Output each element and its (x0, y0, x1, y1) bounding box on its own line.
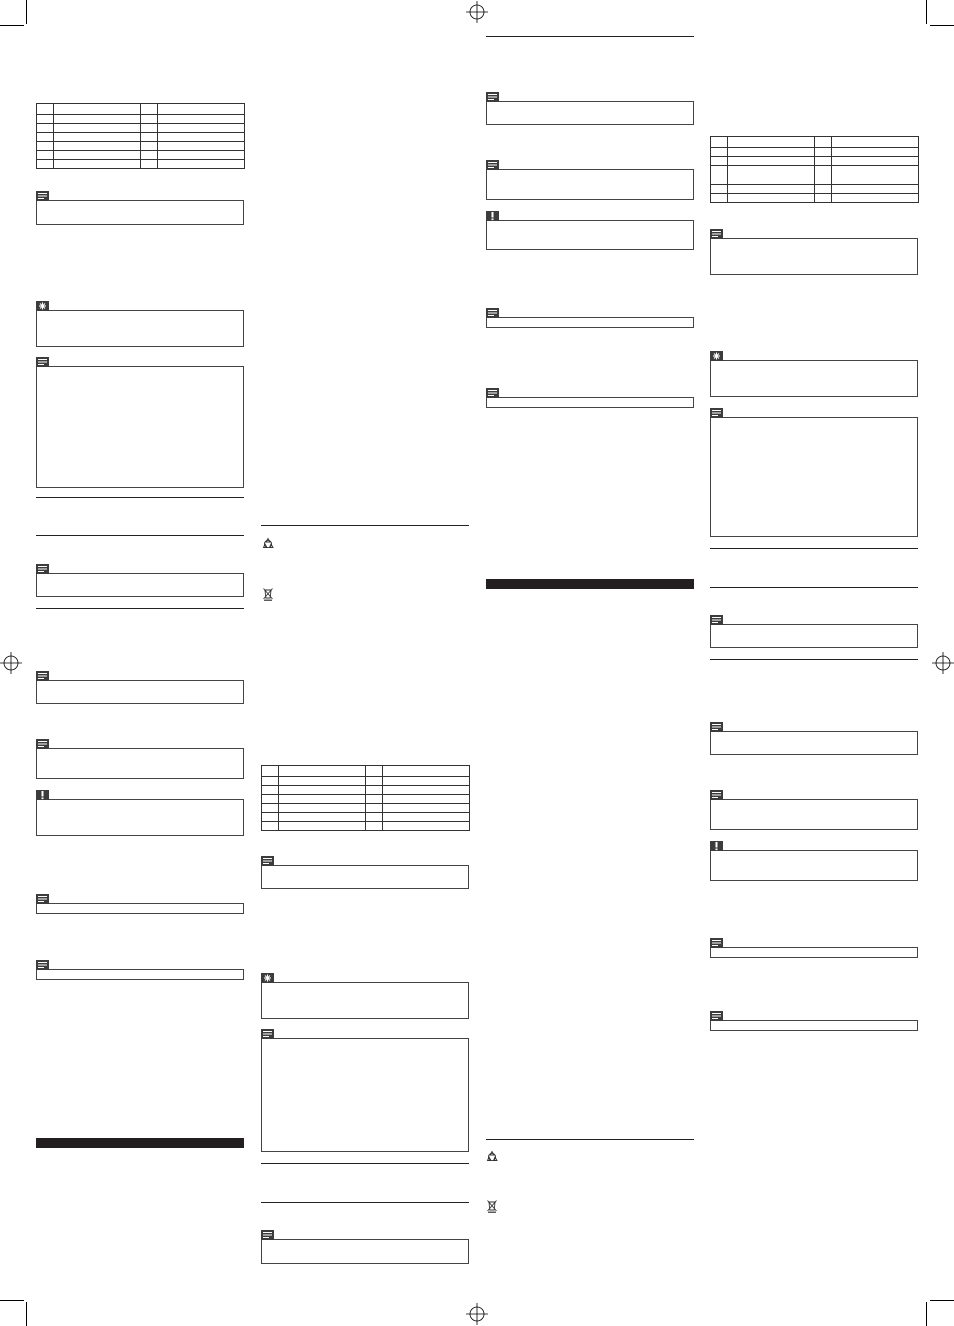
crop-mark (926, 1302, 927, 1326)
note-box (486, 101, 694, 125)
recycle-icon (486, 1149, 498, 1163)
caution-exclamation-icon (710, 841, 723, 851)
note-lines-icon (486, 92, 499, 102)
crop-mark (930, 25, 954, 26)
note-lines-icon (261, 1029, 274, 1039)
note-lines-icon (36, 671, 49, 681)
note-lines-icon (486, 308, 499, 318)
note-lines-icon (710, 938, 723, 948)
note-box (36, 969, 244, 980)
note-lines-icon (36, 357, 49, 367)
note-box (36, 366, 244, 488)
spec-table (710, 136, 919, 203)
registration-target-icon (466, 1303, 488, 1325)
crop-mark (930, 1300, 954, 1301)
registration-target-icon (0, 652, 22, 674)
spec-table (261, 765, 470, 831)
note-lines-icon (36, 191, 49, 201)
note-box (486, 397, 694, 408)
recycle-icon (262, 536, 274, 550)
crossed-bin-icon (262, 587, 274, 601)
section-rule (710, 548, 918, 549)
note-box (36, 748, 244, 779)
caution-box (36, 799, 244, 836)
section-rule (261, 525, 469, 526)
note-box (710, 238, 918, 275)
registration-target-icon (466, 1, 488, 23)
note-box (710, 947, 918, 958)
note-box (710, 799, 918, 830)
section-rule (36, 535, 244, 536)
note-lines-icon (36, 564, 49, 574)
note-lines-icon (261, 1230, 274, 1240)
section-heading-bar (36, 1138, 244, 1148)
section-rule (261, 1163, 469, 1164)
crop-mark (26, 1302, 27, 1326)
note-box (36, 903, 244, 914)
note-box (486, 169, 694, 200)
note-lines-icon (710, 1011, 723, 1021)
note-box (710, 624, 918, 648)
caution-exclamation-icon (486, 211, 499, 221)
note-lines-icon (710, 790, 723, 800)
note-box (710, 1020, 918, 1031)
spec-table (36, 103, 245, 169)
crop-mark (926, 0, 927, 24)
crop-mark (0, 25, 24, 26)
registration-target-icon (932, 652, 954, 674)
note-lines-icon (710, 408, 723, 418)
note-box (261, 865, 469, 889)
note-lines-icon (486, 388, 499, 398)
caution-box (486, 220, 694, 250)
tip-asterisk-icon (710, 351, 723, 361)
note-lines-icon (486, 160, 499, 170)
note-box (36, 200, 244, 225)
note-lines-icon (36, 894, 49, 904)
note-lines-icon (36, 960, 49, 970)
note-box (36, 680, 244, 704)
note-box (261, 1038, 469, 1152)
note-lines-icon (710, 722, 723, 732)
note-box (710, 417, 918, 537)
note-box (710, 731, 918, 755)
note-lines-icon (710, 229, 723, 239)
section-rule (36, 497, 244, 498)
crop-mark (26, 0, 27, 24)
section-rule (36, 608, 244, 609)
crossed-bin-icon (486, 1199, 498, 1213)
section-heading-bar (486, 579, 694, 589)
note-box (261, 1239, 469, 1264)
section-rule (261, 1202, 469, 1203)
crop-mark (0, 1300, 24, 1301)
note-box (486, 317, 694, 328)
note-lines-icon (710, 615, 723, 625)
section-rule (486, 36, 694, 37)
note-box (36, 573, 244, 597)
section-rule (486, 1139, 694, 1140)
note-lines-icon (36, 739, 49, 749)
note-lines-icon (261, 856, 274, 866)
tip-box (36, 310, 244, 347)
section-rule (710, 587, 918, 588)
tip-asterisk-icon (261, 973, 274, 983)
caution-box (710, 850, 918, 881)
tip-box (710, 360, 918, 397)
section-rule (710, 659, 918, 660)
tip-box (261, 982, 469, 1019)
tip-asterisk-icon (36, 301, 49, 311)
caution-exclamation-icon (36, 790, 49, 800)
